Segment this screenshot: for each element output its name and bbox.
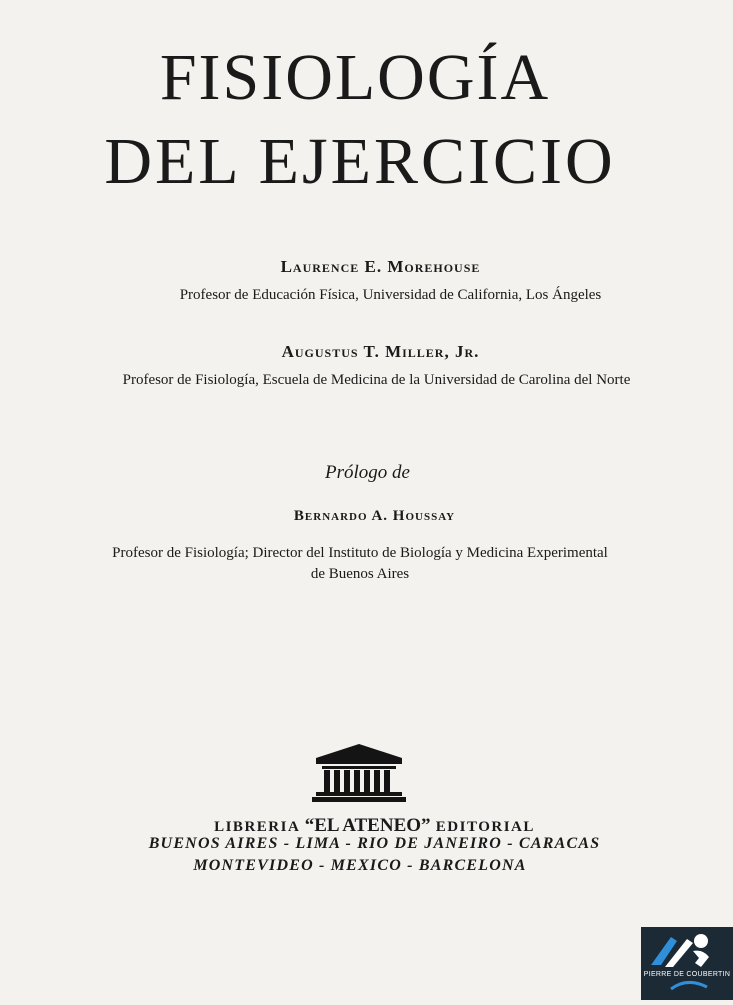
author-name-2: Augustus T. Miller, Jr. — [281, 342, 480, 361]
author-affiliation-2: Profesor de Fisiología, Escuela de Medicina de la Universidad de Carolina del Norte — [122, 372, 631, 388]
prologue-affiliation-line-2: de Buenos Aires — [310, 566, 410, 582]
watermark-text: PIERRE DE COUBERTIN — [643, 971, 731, 978]
publisher-line — [8, 815, 733, 837]
temple-icon — [312, 742, 406, 804]
publisher-suffix: EDITORIAL — [435, 819, 535, 835]
publisher-cities-line-1: BUENOS AIRES - LIMA - RIO DE JANEIRO - CARACAS — [148, 835, 601, 852]
runner-icon — [641, 927, 733, 1000]
book-title-line-2: DEL EJERCICIO — [104, 125, 616, 198]
publisher-cities-line-2: MONTEVIDEO - MEXICO - BARCELONA — [193, 857, 527, 874]
prologue-author-affiliation — [0, 543, 720, 585]
prologue-author-name: Bernardo A. Houssay — [293, 508, 456, 524]
author-affiliation-1: Profesor de Educación Física, Universidad de California, Los Ángeles — [179, 287, 602, 303]
book-title-line-1: FISIOLOGÍA — [159, 41, 551, 114]
pierre-de-coubertin-watermark — [641, 927, 733, 1000]
prologue-label: Prólogo de — [325, 462, 410, 483]
author-name-1: Laurence E. Morehouse — [280, 257, 481, 276]
publisher-prefix: LIBRERIA — [214, 819, 300, 835]
prologue-affiliation-line-1: Profesor de Fisiología; Director del Instituto de Biología y Medicina Experimental — [112, 545, 608, 561]
publisher-name: “EL ATENEO” — [304, 815, 431, 836]
